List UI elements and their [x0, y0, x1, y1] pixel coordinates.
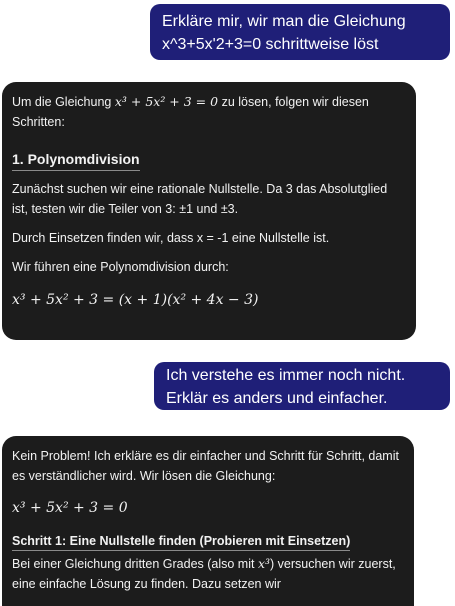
- paragraph: [12, 554, 404, 594]
- paragraph: Kein Problem! Ich erkläre es dir einfacher und Schritt für Schritt, damit es verständlicher wird. Wir lösen die Gleichung:: [12, 449, 399, 483]
- user-message-line: Erkläre mir, wir man die Gleichung: [162, 13, 406, 30]
- paragraph: Zunächst suchen wir eine rationale Nullstelle. Da 3 das Absolutglied ist, testen wir die Teiler von 3: ±1 und ±3.: [12, 182, 388, 216]
- user-message-line: Erklär es anders und einfacher.: [166, 390, 388, 407]
- section-heading: 1. Polynomdivision: [12, 149, 140, 171]
- intro-text-continued: zu lösen, folgen wir diesen Schritten:: [12, 95, 369, 129]
- step-heading: Schritt 1: Eine Nullstelle finden (Probieren mit Einsetzen): [12, 533, 350, 551]
- intro-text: Um die Gleichung: [12, 95, 112, 109]
- assistant-message: [2, 436, 414, 606]
- user-message-line: Ich verstehe es immer noch nicht.: [166, 367, 406, 384]
- user-message: [154, 362, 450, 410]
- assistant-message: [2, 82, 416, 340]
- step-text-continued: ) versuchen wir zuerst, eine einfache Lösung zu finden. Dazu setzen wir: [12, 557, 396, 591]
- equation-inline: x³ + 5x² + 3 = 0: [114, 94, 219, 109]
- factored-equation: x³ + 5x² + 3 = (x + 1)(x² + 4x − 3): [12, 292, 259, 308]
- user-message: [150, 4, 450, 60]
- intro-paragraph: [12, 92, 406, 132]
- equation-display: x³ + 5x² + 3 = 0: [12, 500, 128, 516]
- step-text: Bei einer Gleichung dritten Grades (also mit: [12, 557, 255, 571]
- paragraph: Wir führen eine Polynomdivision durch:: [12, 260, 229, 274]
- math-inline: x³: [257, 556, 271, 571]
- user-message-line: x^3+5x'2+3=0 schrittweise löst: [162, 36, 379, 53]
- paragraph: Durch Einsetzen finden wir, dass x = -1 eine Nullstelle ist.: [12, 231, 330, 245]
